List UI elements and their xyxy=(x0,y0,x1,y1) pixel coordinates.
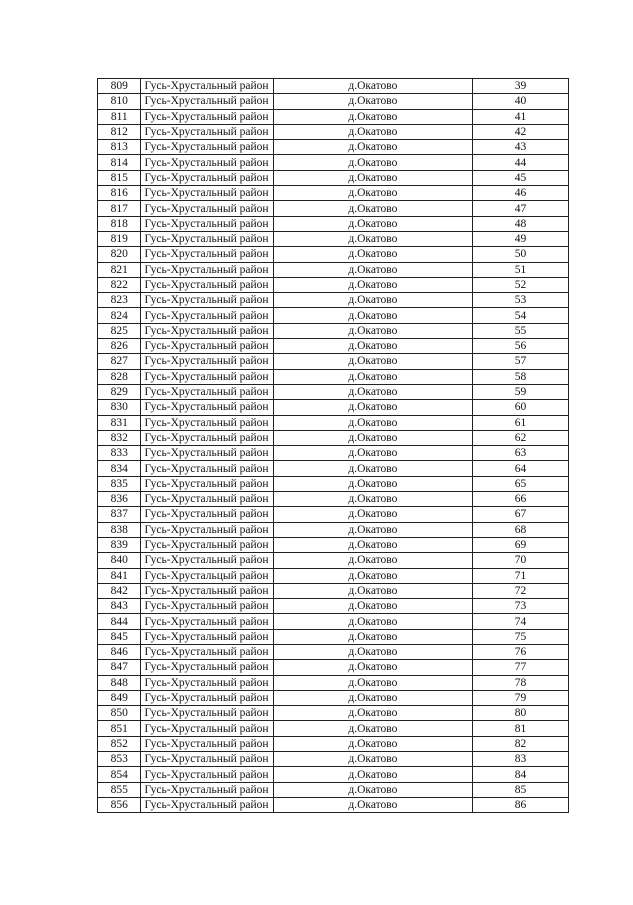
plot-number-cell: 86 xyxy=(472,797,568,812)
table-row xyxy=(98,369,569,384)
row-number-cell: 852 xyxy=(98,736,141,751)
row-number-cell: 829 xyxy=(98,384,141,399)
plot-number-cell: 61 xyxy=(472,415,568,430)
plot-number-cell: 67 xyxy=(472,507,568,522)
locality-cell: д.Окатово xyxy=(273,690,472,705)
row-number-cell: 839 xyxy=(98,537,141,552)
table-row xyxy=(98,94,569,109)
table-row xyxy=(98,201,569,216)
table-row xyxy=(98,109,569,124)
locality-cell: д.Окатово xyxy=(273,323,472,338)
row-number-cell: 824 xyxy=(98,308,141,323)
locality-cell: д.Окатово xyxy=(273,369,472,384)
district-cell: Гусь-Хрустальный район xyxy=(141,293,273,308)
locality-cell: д.Окатово xyxy=(273,201,472,216)
row-number-cell: 844 xyxy=(98,614,141,629)
locality-cell: д.Окатово xyxy=(273,186,472,201)
row-number-cell: 838 xyxy=(98,522,141,537)
plot-number-cell: 58 xyxy=(472,369,568,384)
plot-number-cell: 77 xyxy=(472,660,568,675)
plot-number-cell: 73 xyxy=(472,599,568,614)
district-cell: Гусь-Хрустальный район xyxy=(141,644,273,659)
table-row xyxy=(98,782,569,797)
plot-number-cell: 82 xyxy=(472,736,568,751)
locality-cell: д.Окатово xyxy=(273,94,472,109)
plot-number-cell: 80 xyxy=(472,706,568,721)
row-number-cell: 850 xyxy=(98,706,141,721)
locality-cell: д.Окатово xyxy=(273,155,472,170)
district-cell: Гусь-Хрустальный район xyxy=(141,201,273,216)
plot-number-cell: 65 xyxy=(472,476,568,491)
row-number-cell: 855 xyxy=(98,782,141,797)
plot-number-cell: 62 xyxy=(472,430,568,445)
row-number-cell: 815 xyxy=(98,170,141,185)
plot-number-cell: 85 xyxy=(472,782,568,797)
plot-number-cell: 39 xyxy=(472,79,568,94)
table-row xyxy=(98,522,569,537)
plot-number-cell: 53 xyxy=(472,293,568,308)
plot-number-cell: 84 xyxy=(472,767,568,782)
table-row xyxy=(98,537,569,552)
locality-cell: д.Окатово xyxy=(273,231,472,246)
district-cell: Гусь-Хрустальный район xyxy=(141,675,273,690)
plot-number-cell: 46 xyxy=(472,186,568,201)
table-row xyxy=(98,79,569,94)
locality-cell: д.Окатово xyxy=(273,430,472,445)
district-cell: Гусь-Хрустальный район xyxy=(141,767,273,782)
locality-cell: д.Окатово xyxy=(273,109,472,124)
table-row xyxy=(98,492,569,507)
table-row xyxy=(98,797,569,812)
locality-cell: д.Окатово xyxy=(273,736,472,751)
table-row xyxy=(98,277,569,292)
table-row xyxy=(98,706,569,721)
row-number-cell: 818 xyxy=(98,216,141,231)
locality-cell: д.Окатово xyxy=(273,507,472,522)
row-number-cell: 823 xyxy=(98,293,141,308)
row-number-cell: 834 xyxy=(98,461,141,476)
locality-cell: д.Окатово xyxy=(273,767,472,782)
plot-number-cell: 42 xyxy=(472,124,568,139)
row-number-cell: 826 xyxy=(98,339,141,354)
district-cell: Гусь-Хрустальный район xyxy=(141,170,273,185)
locality-cell: д.Окатово xyxy=(273,797,472,812)
table-row xyxy=(98,247,569,262)
district-cell: Гусь-Хрустальный район xyxy=(141,476,273,491)
row-number-cell: 849 xyxy=(98,690,141,705)
locality-cell: д.Окатово xyxy=(273,660,472,675)
district-cell: Гусь-Хрустальный район xyxy=(141,277,273,292)
table-row xyxy=(98,384,569,399)
row-number-cell: 841 xyxy=(98,568,141,583)
district-cell: Гусь-Хрустальный район xyxy=(141,599,273,614)
plot-number-cell: 63 xyxy=(472,446,568,461)
plot-number-cell: 75 xyxy=(472,629,568,644)
row-number-cell: 837 xyxy=(98,507,141,522)
district-cell: Гусь-Хрустальный район xyxy=(141,415,273,430)
district-cell: Гусь-Хрустальный район xyxy=(141,400,273,415)
table-row xyxy=(98,736,569,751)
plot-number-cell: 66 xyxy=(472,492,568,507)
locality-cell: д.Окатово xyxy=(273,522,472,537)
row-number-cell: 853 xyxy=(98,752,141,767)
row-number-cell: 816 xyxy=(98,186,141,201)
table-row xyxy=(98,675,569,690)
registry-table xyxy=(97,78,569,813)
district-cell: Гусь-Хрустальный район xyxy=(141,79,273,94)
district-cell: Гусь-Хрустальный район xyxy=(141,262,273,277)
locality-cell: д.Окатово xyxy=(273,629,472,644)
table-row xyxy=(98,568,569,583)
plot-number-cell: 43 xyxy=(472,140,568,155)
row-number-cell: 831 xyxy=(98,415,141,430)
row-number-cell: 822 xyxy=(98,277,141,292)
district-cell: Гусь-Хрустальный район xyxy=(141,736,273,751)
row-number-cell: 819 xyxy=(98,231,141,246)
table-row xyxy=(98,629,569,644)
locality-cell: д.Окатово xyxy=(273,446,472,461)
locality-cell: д.Окатово xyxy=(273,140,472,155)
locality-cell: д.Окатово xyxy=(273,537,472,552)
locality-cell: д.Окатово xyxy=(273,476,472,491)
plot-number-cell: 71 xyxy=(472,568,568,583)
district-cell: Гусь-Хрустальный район xyxy=(141,339,273,354)
locality-cell: д.Окатово xyxy=(273,568,472,583)
plot-number-cell: 76 xyxy=(472,644,568,659)
row-number-cell: 833 xyxy=(98,446,141,461)
table-row xyxy=(98,476,569,491)
locality-cell: д.Окатово xyxy=(273,706,472,721)
district-cell: Гусь-Хрустальный район xyxy=(141,186,273,201)
plot-number-cell: 49 xyxy=(472,231,568,246)
plot-number-cell: 60 xyxy=(472,400,568,415)
row-number-cell: 825 xyxy=(98,323,141,338)
row-number-cell: 811 xyxy=(98,109,141,124)
row-number-cell: 812 xyxy=(98,124,141,139)
row-number-cell: 813 xyxy=(98,140,141,155)
table-row xyxy=(98,400,569,415)
locality-cell: д.Окатово xyxy=(273,277,472,292)
district-cell: Гусь-Хрустальный район xyxy=(141,583,273,598)
locality-cell: д.Окатово xyxy=(273,583,472,598)
table-row xyxy=(98,446,569,461)
plot-number-cell: 79 xyxy=(472,690,568,705)
locality-cell: д.Окатово xyxy=(273,339,472,354)
district-cell: Гусь-Хрустальный район xyxy=(141,216,273,231)
table-row xyxy=(98,155,569,170)
district-cell: Гусь-Хрустальный район xyxy=(141,782,273,797)
table-row xyxy=(98,752,569,767)
district-cell: Гусь-Хрустальный район xyxy=(141,308,273,323)
row-number-cell: 835 xyxy=(98,476,141,491)
row-number-cell: 827 xyxy=(98,354,141,369)
table-row xyxy=(98,721,569,736)
district-cell: Гусь-Хрустальный район xyxy=(141,690,273,705)
row-number-cell: 832 xyxy=(98,430,141,445)
table-row xyxy=(98,339,569,354)
plot-number-cell: 64 xyxy=(472,461,568,476)
row-number-cell: 814 xyxy=(98,155,141,170)
district-cell: Гусь-Хрустальный район xyxy=(141,522,273,537)
locality-cell: д.Окатово xyxy=(273,384,472,399)
locality-cell: д.Окатово xyxy=(273,124,472,139)
plot-number-cell: 56 xyxy=(472,339,568,354)
district-cell: Гусь-Хрустальный район xyxy=(141,94,273,109)
locality-cell: д.Окатово xyxy=(273,293,472,308)
locality-cell: д.Окатово xyxy=(273,492,472,507)
table-row xyxy=(98,599,569,614)
table-row xyxy=(98,430,569,445)
plot-number-cell: 50 xyxy=(472,247,568,262)
row-number-cell: 810 xyxy=(98,94,141,109)
plot-number-cell: 72 xyxy=(472,583,568,598)
table-row xyxy=(98,323,569,338)
plot-number-cell: 57 xyxy=(472,354,568,369)
table-row xyxy=(98,262,569,277)
row-number-cell: 842 xyxy=(98,583,141,598)
plot-number-cell: 70 xyxy=(472,553,568,568)
district-cell: Гусь-Хрустальный район xyxy=(141,492,273,507)
row-number-cell: 817 xyxy=(98,201,141,216)
plot-number-cell: 74 xyxy=(472,614,568,629)
table-row xyxy=(98,767,569,782)
table-row xyxy=(98,660,569,675)
locality-cell: д.Окатово xyxy=(273,354,472,369)
district-cell: Гусь-Хрустальный район xyxy=(141,706,273,721)
district-cell: Гусь-Хрустальный район xyxy=(141,140,273,155)
row-number-cell: 843 xyxy=(98,599,141,614)
locality-cell: д.Окатово xyxy=(273,599,472,614)
row-number-cell: 836 xyxy=(98,492,141,507)
district-cell: Гусь-Хрустальный район xyxy=(141,507,273,522)
plot-number-cell: 47 xyxy=(472,201,568,216)
plot-number-cell: 51 xyxy=(472,262,568,277)
table-row xyxy=(98,461,569,476)
locality-cell: д.Окатово xyxy=(273,170,472,185)
plot-number-cell: 41 xyxy=(472,109,568,124)
district-cell: Гусь-Хрустальный район xyxy=(141,323,273,338)
district-cell: Гусь-Хрустальный район xyxy=(141,109,273,124)
district-cell: Гусь-Хрустальцый район xyxy=(141,568,273,583)
row-number-cell: 851 xyxy=(98,721,141,736)
table-row xyxy=(98,644,569,659)
district-cell: Гусь-Хрустальный район xyxy=(141,231,273,246)
table-row xyxy=(98,231,569,246)
locality-cell: д.Окатово xyxy=(273,262,472,277)
district-cell: Гусь-Хрустальный район xyxy=(141,537,273,552)
district-cell: Гусь-Хрустальный район xyxy=(141,752,273,767)
district-cell: Гусь-Хрустальный район xyxy=(141,721,273,736)
plot-number-cell: 78 xyxy=(472,675,568,690)
table-row xyxy=(98,507,569,522)
locality-cell: д.Окатово xyxy=(273,79,472,94)
row-number-cell: 830 xyxy=(98,400,141,415)
district-cell: Гусь-Хрустальный район xyxy=(141,614,273,629)
row-number-cell: 828 xyxy=(98,369,141,384)
row-number-cell: 821 xyxy=(98,262,141,277)
row-number-cell: 847 xyxy=(98,660,141,675)
plot-number-cell: 45 xyxy=(472,170,568,185)
table-row xyxy=(98,170,569,185)
plot-number-cell: 59 xyxy=(472,384,568,399)
district-cell: Гусь-Хрустальный район xyxy=(141,446,273,461)
plot-number-cell: 55 xyxy=(472,323,568,338)
table-row xyxy=(98,614,569,629)
row-number-cell: 840 xyxy=(98,553,141,568)
locality-cell: д.Окатово xyxy=(273,216,472,231)
table-row xyxy=(98,583,569,598)
plot-number-cell: 69 xyxy=(472,537,568,552)
district-cell: Гусь-Хрустальный район xyxy=(141,553,273,568)
locality-cell: д.Окатово xyxy=(273,553,472,568)
locality-cell: д.Окатово xyxy=(273,644,472,659)
row-number-cell: 820 xyxy=(98,247,141,262)
plot-number-cell: 81 xyxy=(472,721,568,736)
row-number-cell: 846 xyxy=(98,644,141,659)
plot-number-cell: 54 xyxy=(472,308,568,323)
locality-cell: д.Окатово xyxy=(273,614,472,629)
district-cell: Гусь-Хрустальный район xyxy=(141,369,273,384)
table-row xyxy=(98,415,569,430)
district-cell: Гусь-Хрустальный район xyxy=(141,247,273,262)
district-cell: Гусь-Хрустальный район xyxy=(141,384,273,399)
locality-cell: д.Окатово xyxy=(273,782,472,797)
locality-cell: д.Окатово xyxy=(273,752,472,767)
table-row xyxy=(98,690,569,705)
plot-number-cell: 52 xyxy=(472,277,568,292)
table-row xyxy=(98,308,569,323)
row-number-cell: 809 xyxy=(98,79,141,94)
table-row xyxy=(98,216,569,231)
row-number-cell: 856 xyxy=(98,797,141,812)
table-row xyxy=(98,124,569,139)
plot-number-cell: 44 xyxy=(472,155,568,170)
table-row xyxy=(98,186,569,201)
plot-number-cell: 40 xyxy=(472,94,568,109)
plot-number-cell: 68 xyxy=(472,522,568,537)
district-cell: Гусь-Хрустальный район xyxy=(141,797,273,812)
locality-cell: д.Окатово xyxy=(273,461,472,476)
district-cell: Гусь-Хрустальный район xyxy=(141,660,273,675)
row-number-cell: 848 xyxy=(98,675,141,690)
district-cell: Гусь-Хрустальный район xyxy=(141,124,273,139)
district-cell: Гусь-Хрустальный район xyxy=(141,155,273,170)
locality-cell: д.Окатово xyxy=(273,247,472,262)
row-number-cell: 854 xyxy=(98,767,141,782)
locality-cell: д.Окатово xyxy=(273,400,472,415)
district-cell: Гусь-Хрустальный район xyxy=(141,629,273,644)
locality-cell: д.Окатово xyxy=(273,308,472,323)
table-row xyxy=(98,293,569,308)
locality-cell: д.Окатово xyxy=(273,415,472,430)
plot-number-cell: 48 xyxy=(472,216,568,231)
locality-cell: д.Окатово xyxy=(273,675,472,690)
table-row xyxy=(98,140,569,155)
table-row xyxy=(98,553,569,568)
locality-cell: д.Окатово xyxy=(273,721,472,736)
district-cell: Гусь-Хрустальный район xyxy=(141,430,273,445)
registry-table-body xyxy=(98,79,569,813)
district-cell: Гусь-Хрустальный район xyxy=(141,461,273,476)
table-row xyxy=(98,354,569,369)
row-number-cell: 845 xyxy=(98,629,141,644)
plot-number-cell: 83 xyxy=(472,752,568,767)
district-cell: Гусь-Хрустальный район xyxy=(141,354,273,369)
